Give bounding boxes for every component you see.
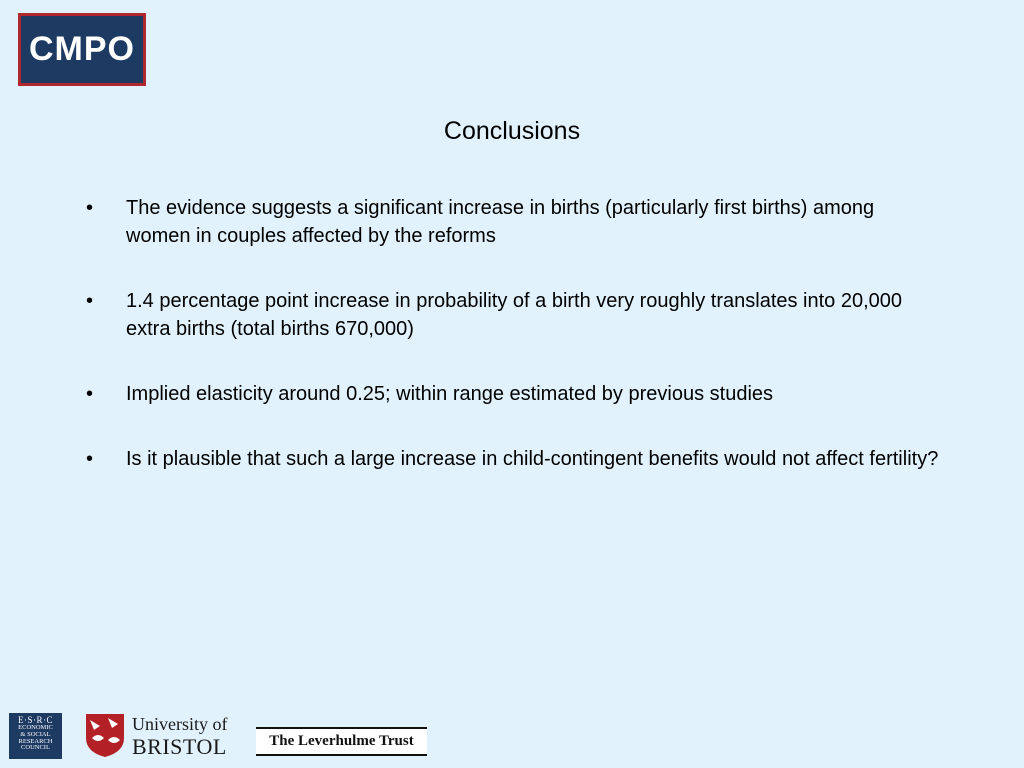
- bullet-list: [84, 194, 944, 510]
- bullet-item: [84, 445, 944, 473]
- esrc-logo-line: & SOCIAL: [20, 730, 51, 738]
- bullet-item: [84, 194, 944, 250]
- bristol-crest-icon: [84, 712, 126, 758]
- cmpo-logo: [18, 13, 146, 86]
- bullet-item: [84, 380, 944, 408]
- esrc-logo-line: COUNCIL: [21, 744, 50, 752]
- bullet-text: The evidence suggests a significant increase in births (particularly first births) among women in couples affected by the reforms: [126, 197, 875, 247]
- leverhulme-logo: The Leverhulme Trust: [256, 727, 427, 756]
- esrc-logo-line: ECONOMIC: [18, 724, 53, 731]
- slide-title: Conclusions: [443, 117, 581, 145]
- bristol-logo: [84, 712, 234, 758]
- esrc-logo: [9, 713, 62, 759]
- bullet-text: Is it plausible that such a large increase in child-contingent benefits would not affect fertility?: [126, 448, 939, 470]
- bullet-text: 1.4 percentage point increase in probability of a birth very roughly translates into 20,000 extra births (total births 670,000): [126, 290, 903, 340]
- bullet-marker: •: [86, 290, 94, 312]
- bullet-item: [84, 287, 944, 343]
- esrc-logo-line: E·S·R·C: [18, 715, 53, 725]
- bullet-text: Implied elasticity around 0.25; within range estimated by previous studies: [126, 383, 774, 405]
- esrc-logo-line: RESEARCH: [18, 737, 53, 745]
- bristol-logo-line2: BRISTOL: [132, 734, 227, 759]
- bullet-marker: •: [86, 383, 94, 405]
- bullet-marker: •: [86, 448, 94, 470]
- bristol-logo-line1: University of: [132, 714, 228, 734]
- bullet-marker: •: [86, 197, 94, 219]
- cmpo-logo-text: CMPO: [29, 30, 135, 68]
